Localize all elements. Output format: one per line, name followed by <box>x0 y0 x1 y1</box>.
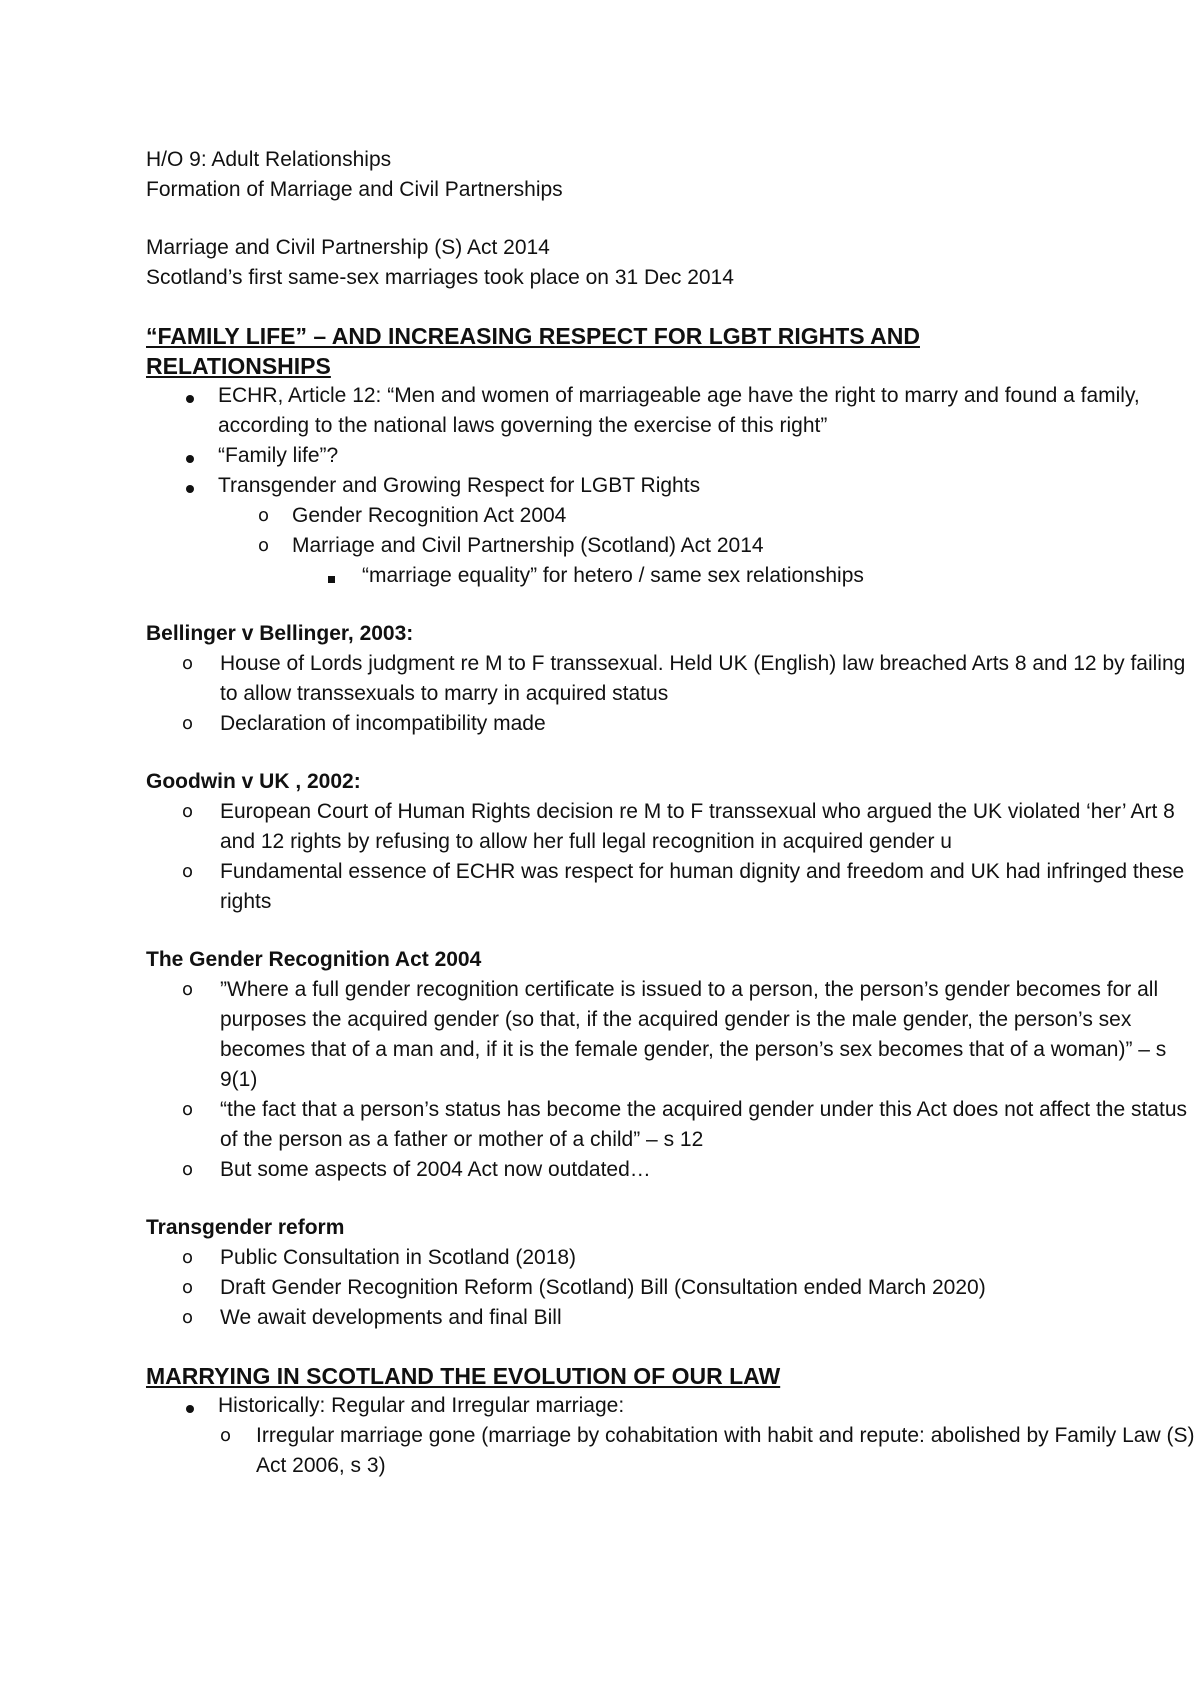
list-item: o “the fact that a person’s status has become the acquired gender under this Act does not affect the status of the person as a father or mother of a child” – s 12 <box>146 1095 1200 1155</box>
heading-gender-recognition-act: The Gender Recognition Act 2004 <box>146 948 482 971</box>
bullet-square-icon <box>328 561 335 591</box>
spacer <box>146 591 1200 619</box>
spacer <box>146 293 1200 321</box>
family-life-list <box>146 381 1200 591</box>
list-item: o ”Where a full gender recognition certificate is issued to a person, the person’s gender becomes for all purposes the acquired gender (so that, if the acquired gender is the male gender, the person’s sex becomes that of a man and, if it is the female gender, the person’s sex becomes that of a woman)” – s 9(1) <box>146 975 1200 1095</box>
bullet-circle-icon: o <box>182 1277 194 1298</box>
spacer <box>146 1185 1200 1213</box>
bullet-circle-icon: o <box>182 861 194 882</box>
goodwin-list <box>146 797 1200 917</box>
list-item: o Declaration of incompatibility made <box>146 709 1200 739</box>
spacer <box>146 1333 1200 1361</box>
list-item: “marriage equality” for hetero / same sex relationships <box>146 561 1200 591</box>
act-title: Marriage and Civil Partnership (S) Act 2014 <box>146 236 550 259</box>
list-item: Historically: Regular and Irregular marriage: <box>146 1391 1200 1421</box>
bullet-circle-icon: o <box>182 653 194 674</box>
case-heading-bellinger: Bellinger v Bellinger, 2003: <box>146 622 414 645</box>
list-item: Transgender and Growing Respect for LGBT Rights <box>146 471 1200 501</box>
list-item: o House of Lords judgment re M to F transsexual. Held UK (English) law breached Arts 8 and 12 by failing to allow transsexuals to marry in acquired status <box>146 649 1200 709</box>
bullet-circle-icon: o <box>258 535 270 556</box>
case-heading-goodwin: Goodwin v UK , 2002: <box>146 770 361 793</box>
spacer <box>146 917 1200 945</box>
reform-list <box>146 1243 1200 1333</box>
first-marriages-note: Scotland’s first same-sex marriages took place on 31 Dec 2014 <box>146 266 734 289</box>
handout-title: H/O 9: Adult Relationships <box>146 148 392 171</box>
bellinger-list <box>146 649 1200 739</box>
bullet-dot-icon <box>186 441 194 471</box>
spacer <box>146 739 1200 767</box>
handout-subtitle: Formation of Marriage and Civil Partnerships <box>146 178 563 201</box>
bullet-circle-icon: o <box>182 1099 194 1120</box>
marrying-list <box>146 1391 1200 1481</box>
list-item: o Fundamental essence of ECHR was respect for human dignity and freedom and UK had infringed these rights <box>146 857 1200 917</box>
list-item: “Family life”? <box>146 441 1200 471</box>
list-item: o Marriage and Civil Partnership (Scotland) Act 2014 <box>146 531 1200 561</box>
section-heading-marrying-in-scotland: MARRYING IN SCOTLAND THE EVOLUTION OF OUR LAW <box>146 1363 781 1389</box>
list-item: o European Court of Human Rights decision re M to F transsexual who argued the UK violated ‘her’ Art 8 and 12 rights by refusing to allow her full legal recognition in acquired gender u <box>146 797 1200 857</box>
section-heading-family-life: “FAMILY LIFE” – AND INCREASING RESPECT FOR LGBT RIGHTS AND RELATIONSHIPS <box>146 323 920 379</box>
bullet-circle-icon: o <box>182 801 194 822</box>
bullet-circle-icon: o <box>182 1307 194 1328</box>
list-item: ECHR, Article 12: “Men and women of marriageable age have the right to marry and found a family, according to the national laws governing the exercise of this right” <box>146 381 1200 441</box>
heading-transgender-reform: Transgender reform <box>146 1216 345 1239</box>
bullet-circle-icon: o <box>182 1247 194 1268</box>
list-item: o But some aspects of 2004 Act now outdated… <box>146 1155 1200 1185</box>
bullet-dot-icon <box>186 471 194 501</box>
bullet-circle-icon: o <box>182 979 194 1000</box>
list-item: o Irregular marriage gone (marriage by cohabitation with habit and repute: abolished by Family Law (S) Act 2006, s 3) <box>146 1421 1200 1481</box>
bullet-circle-icon: o <box>220 1425 232 1446</box>
spacer <box>146 205 1200 233</box>
bullet-circle-icon: o <box>182 713 194 734</box>
bullet-circle-icon: o <box>182 1159 194 1180</box>
bullet-circle-icon: o <box>258 505 270 526</box>
list-item: o Gender Recognition Act 2004 <box>146 501 1200 531</box>
bullet-dot-icon <box>186 381 194 411</box>
list-item: o Draft Gender Recognition Reform (Scotland) Bill (Consultation ended March 2020) <box>146 1273 1200 1303</box>
list-item: o We await developments and final Bill <box>146 1303 1200 1333</box>
gra-list <box>146 975 1200 1185</box>
bullet-dot-icon <box>186 1391 194 1421</box>
list-item: o Public Consultation in Scotland (2018) <box>146 1243 1200 1273</box>
